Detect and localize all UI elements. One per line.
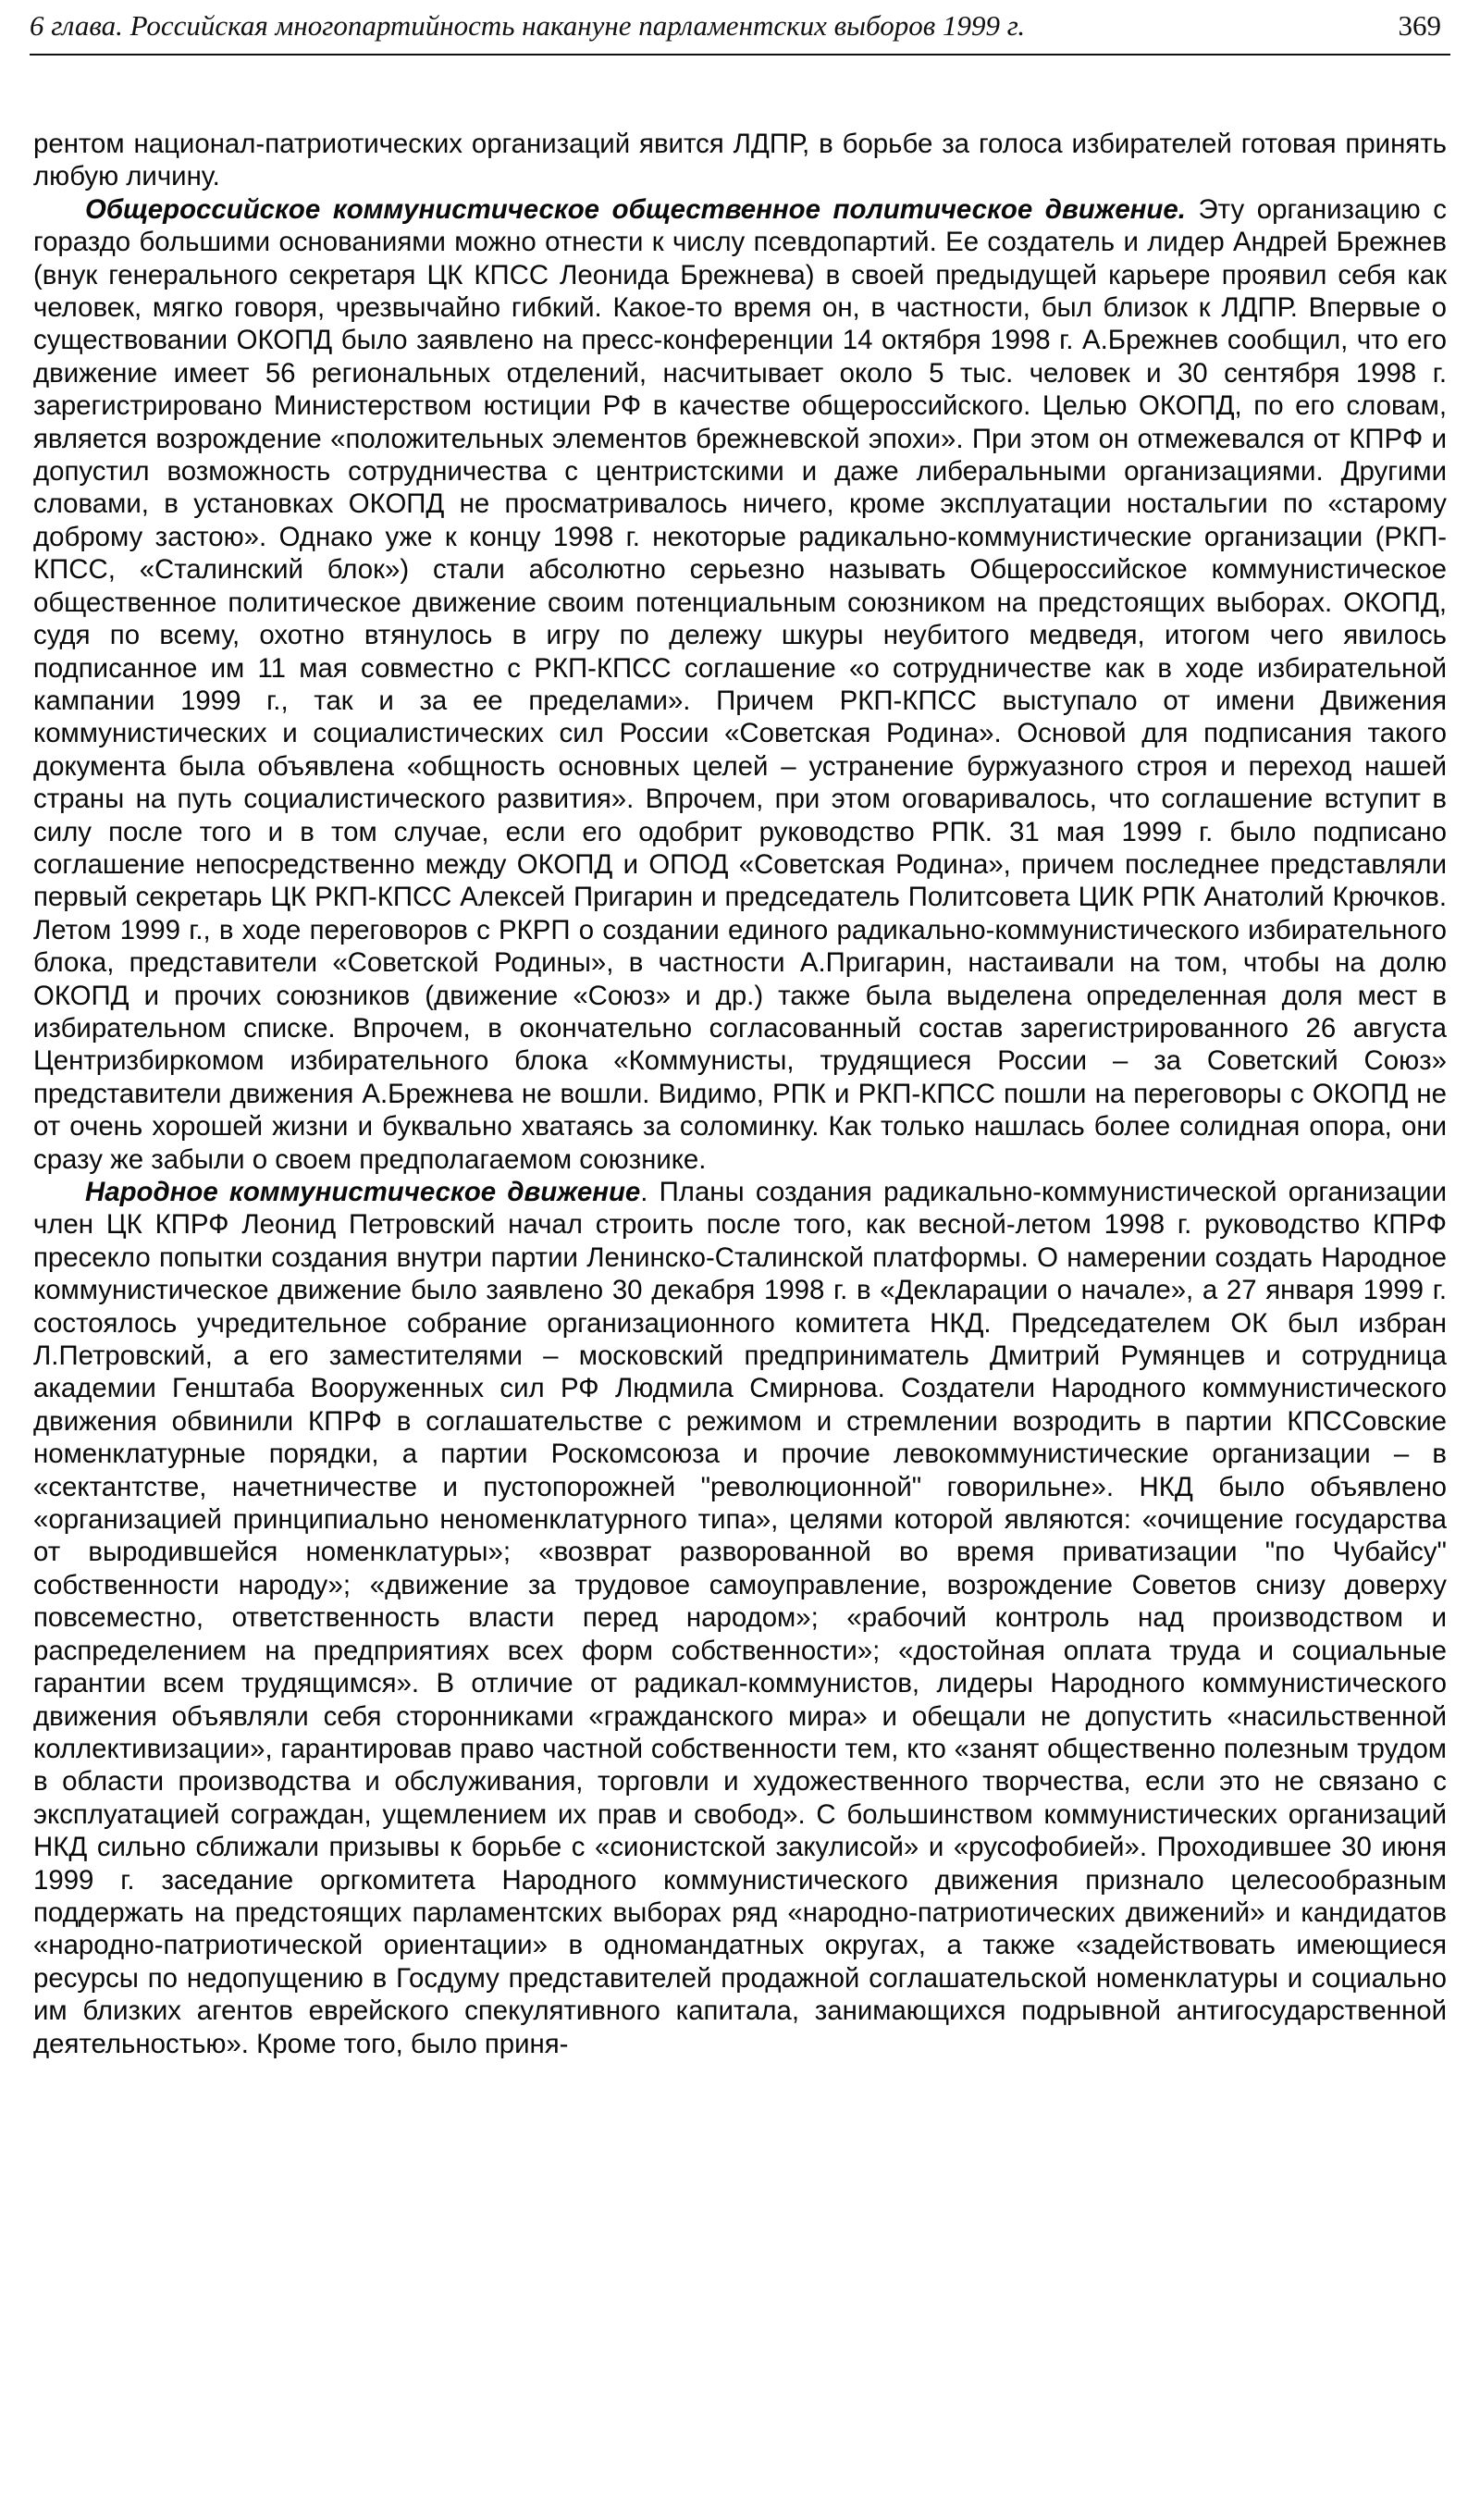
running-title: 6 глава. Российская многопартийность накануне парламентских выборов 1999 г. xyxy=(30,9,1026,42)
paragraph-nkd xyxy=(33,1176,1447,2060)
section-heading-nkd: Народное коммунистическое движение xyxy=(85,1177,641,1207)
section-heading-okopd: Общероссийское коммунистическое общественное политическое движение. xyxy=(85,193,1186,225)
paragraph-text: рентом национал-патриотических организаций явится ЛДПР, в борьбе за голоса избирателей готовая принять любую личину. xyxy=(33,129,1447,192)
page-number: 369 xyxy=(1398,9,1441,42)
body-text xyxy=(33,128,1447,2060)
paragraph-okopd xyxy=(33,193,1447,1176)
paragraph-text: Эту организацию с гораздо большими основаниями можно отнести к числу псевдопартий. Ее создатель и лидер Андрей Брежнев (внук генерального секретаря ЦК КПСС Леонида Брежнева) в своей предыдущей карьере проявил себя как человек, мягко говоря, чрезвычайно гибкий. Какое-то время он, в частности, был близок к ЛДПР. Впервые о существовании ОКОПД было заявлено на пресс-конференции 14 октября 1998 г. А.Брежнев сообщил, что его движение имеет 56 региональных отделений, насчитывает около 5 тыс. человек и 30 сентября 1998 г. зарегистрировано Министерством юстиции РФ в качестве общероссийского. Целью ОКОПД, по его словам, является возрождение «положительных элементов брежневской эпохи». При этом он отмежевался от КПРФ и допустил возможность сотрудничества с центристскими и даже либеральными организациями. Другими словами, в установках ОКОПД не просматривалось ничего, кроме эксплуатации ностальгии по «старому доброму застою». Однако уже к концу 1998 г. некоторые радикально-коммунистические организации (РКП-КПСС, «Сталинский блок») стали абсолютно серьезно называть Общероссийское коммунистическое общественное политическое движение своим потенциальным союзником на предстоящих выборах. ОКОПД, судя по всему, охотно втянулось в игру по дележу шкуры неубитого медведя, итогом чего явилось подписанное им 11 мая совместно с РКП-КПСС соглашение «о сотрудничестве как в ходе избирательной кампании 1999 г., так и за ее пределами». Причем РКП-КПСС выступало от имени Движения коммунистических и социалистических сил России «Советская Родина». Основой для подписания такого документа была объявлена «общность основных целей – устранение буржуазного строя и переход нашей страны на путь социалистического развития». Впрочем, при этом оговаривалось, что соглашение вступит в силу после того и в том случае, если его одобрит руководство РПК. 31 мая 1999 г. было подписано соглашение непосредственно между ОКОПД и ОПОД «Советская Родина», причем последнее представляли первый секретарь ЦК РКП-КПСС Алексей Пригарин и председатель Политсовета ЦИК РПК Анатолий Крючков. Летом 1999 г., в ходе переговоров с РКРП о создании единого радикально-коммунистического избирательного блока, представители «Советской Родины», в частности А.Пригарин, настаивали на том, чтобы на долю ОКОПД и прочих союзников (движение «Союз» и др.) также была выделена определенная доля мест в избирательном списке. Впрочем, в окончательно согласованный состав зарегистрированного 26 августа Центризбиркомом избирательного блока «Коммунисты, трудящиеся России – за Советский Союз» представители движения А.Брежнева не вошли. Видимо, РПК и РКП-КПСС пошли на переговоры с ОКОПД не от очень хорошей жизни и буквально хватаясь за соломинку. Как только нашлась более солидная опора, они сразу же забыли о своем предполагаемом союзнике. xyxy=(33,193,1447,1175)
paragraph-continuation xyxy=(33,128,1447,193)
running-header xyxy=(30,6,1450,56)
paragraph-text: . Планы создания радикально-коммунистической организации член ЦК КПРФ Леонид Петровский начал строить после того, как весной-летом 1998 г. руководство КПРФ пресекло попытки создания внутри партии Ленинско-Сталинской платформы. О намерении создать Народное коммунистическое движение было заявлено 30 декабря 1998 г. в «Декларации о начале», а 27 января 1999 г. состоялось учредительное собрание организационного комитета НКД. Председателем ОК был избран Л.Петровский, а его заместителями – московский предприниматель Дмитрий Румянцев и сотрудница академии Генштаба Вооруженных сил РФ Людмила Смирнова. Создатели Народного коммунистического движения обвинили КПРФ в соглашательстве с режимом и стремлении возродить в партии КПССовские номенклатурные порядки, а партии Роскомсоюза и прочие левокоммунистические организации – в «сектантстве, начетничестве и пустопорожней "революционной" говорильне». НКД было объявлено «организацией принципиально неноменклатурного типа», целями которой являются: «очищение государства от выродившейся номенклатуры»; «возврат разворованной во время приватизации "по Чубайсу" собственности народу»; «движение за трудовое самоуправление, возрождение Советов снизу доверху повсеместно, ответственность власти перед народом»; «рабочий контроль над производством и распределением на предприятиях всех форм собственности»; «достойная оплата труда и социальные гарантии всем трудящимся». В отличие от радикал-коммунистов, лидеры Народного коммунистического движения объявляли себя сторонниками «гражданского мира» и обещали не допустить «насильственной коллективизации», гарантировав право частной собственности тем, кто «занят общественно полезным трудом в области производства и обслуживания, торговли и художественного творчества, если это не связано с эксплуатацией сограждан, ущемлением их прав и свобод». С большинством коммунистических организаций НКД сильно сближали призывы к борьбе с «сионистской закулисой» и «русофобией». Проходившее 30 июня 1999 г. заседание оргкомитета Народного коммунистического движения признало целесообразным поддержать на предстоящих парламентских выборах ряд «народно-патриотических движений» и кандидатов «народно-патриотической ориентации» в одномандатных округах, а также «задействовать имеющиеся ресурсы по недопущению в Госдуму представителей продажной соглашательской номенклатуры и социально им близких агентов еврейского спекулятивного капитала, занимающихся подрывной антигосударственной деятельностью». Кроме того, было приня- xyxy=(33,1177,1447,2059)
